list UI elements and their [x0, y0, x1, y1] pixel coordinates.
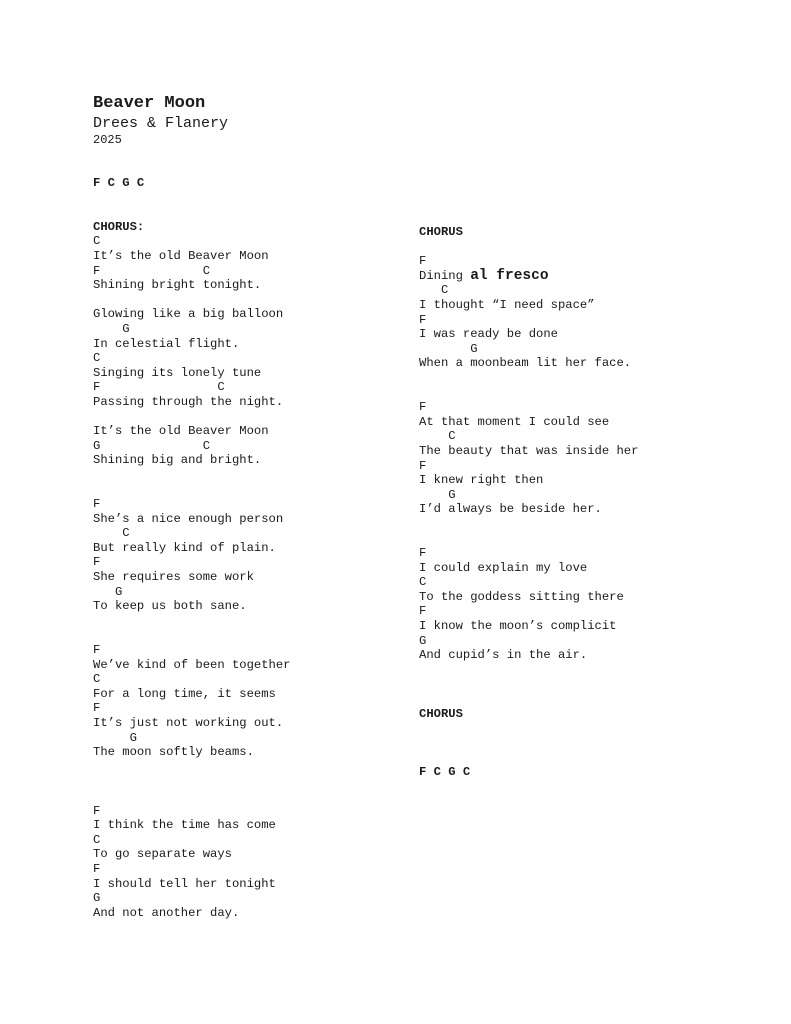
emphasized-phrase: al fresco [470, 267, 549, 284]
lyric-line [419, 240, 638, 255]
lyric-line [93, 731, 290, 746]
lyric-line-text: The moon softly beams. [93, 745, 254, 760]
lyric-line-text: It’s just not working out. [93, 715, 284, 730]
lyric-line-text: Glowing like a big balloon [93, 307, 284, 322]
lyric-line-text: Shining bright tonight. [93, 278, 262, 293]
lyric-line [93, 789, 290, 804]
lyric-line [419, 575, 638, 590]
lyric-line-text: F [419, 254, 427, 269]
lyric-line [419, 634, 638, 649]
lyric-line [93, 585, 290, 600]
lyric-line [419, 590, 638, 605]
lyric-line-text: G [93, 584, 123, 599]
lyric-line [93, 599, 290, 614]
lyric-line [419, 604, 638, 619]
lyric-line-text: We’ve kind of been together [93, 657, 291, 672]
lyric-line [93, 847, 290, 862]
lyric-line-text: She requires some work [93, 570, 254, 585]
lyric-line-text: F [93, 701, 101, 716]
lyric-line-text: F C [93, 380, 225, 395]
lyric-line [93, 555, 290, 570]
lyric-line-text: C [93, 234, 101, 249]
lyric-line-text: CHORUS: [93, 219, 145, 234]
lyric-line [419, 400, 638, 415]
lyric-line-text: I knew right then [419, 473, 544, 488]
lyric-line [419, 254, 638, 269]
lyric-line [419, 502, 638, 517]
lyric-line-text: It’s the old Beaver Moon [93, 248, 269, 263]
lyric-line-text: I think the time has come [93, 818, 276, 833]
lyric-line-text: F [93, 497, 101, 512]
lyric-line [419, 429, 638, 444]
lyric-line [419, 488, 638, 503]
lyric-line [93, 380, 290, 395]
lyric-line [93, 337, 290, 352]
lyric-line-text: Singing its lonely tune [93, 365, 262, 380]
lyric-line [93, 307, 290, 322]
lyric-line-text: I know the moon’s complicit [419, 619, 617, 634]
lyric-line-text: Dining [419, 268, 471, 283]
lyric-line-text: And not another day. [93, 905, 240, 920]
lyric-line [93, 614, 290, 629]
lyric-line [93, 906, 290, 921]
lyric-line-text: F C [93, 263, 211, 278]
lyric-line-text: C [93, 832, 101, 847]
lyric-line-text: C [93, 526, 130, 541]
lyric-line [93, 760, 290, 775]
lyric-line-text: I was ready be done [419, 327, 558, 342]
lyric-line-text: And cupid’s in the air. [419, 648, 588, 663]
lyric-line-text: G [419, 633, 427, 648]
lyric-line-text: G C [93, 438, 211, 453]
lyric-line [93, 541, 290, 556]
lyric-line [93, 701, 290, 716]
lyric-line-text: G [419, 341, 478, 356]
lyric-line-text: C [419, 575, 427, 590]
lyric-line-text: G [93, 730, 137, 745]
lyric-line [419, 765, 638, 780]
lyric-line-text: F [93, 803, 101, 818]
lyric-line [419, 648, 638, 663]
lyric-line-text: F [93, 555, 101, 570]
lyric-line-text: F [419, 546, 427, 561]
lyric-line-text: She’s a nice enough person [93, 511, 284, 526]
lyric-line [93, 643, 290, 658]
lyric-line [93, 293, 290, 308]
lyric-line [419, 663, 638, 678]
lyric-line [419, 473, 638, 488]
lyric-line [419, 707, 638, 722]
lyric-line [419, 444, 638, 459]
lyric-line-text: I could explain my love [419, 560, 588, 575]
lyric-line [93, 687, 290, 702]
lyric-line [93, 672, 290, 687]
lyric-line [419, 517, 638, 532]
lyric-line [93, 818, 290, 833]
lyric-line [93, 877, 290, 892]
lyric-line [419, 721, 638, 736]
lyric-line [419, 371, 638, 386]
lyric-line [93, 351, 290, 366]
lyric-line-text: In celestial flight. [93, 336, 240, 351]
lyric-line [93, 716, 290, 731]
lyric-line-text: To keep us both sane. [93, 599, 247, 614]
lyric-line-text: Passing through the night. [93, 394, 284, 409]
song-title: Beaver Moon [93, 94, 206, 113]
lyric-line [93, 220, 290, 235]
song-artist: Drees & Flanery [93, 115, 229, 132]
lyric-line [419, 298, 638, 313]
lyric-line [419, 356, 638, 371]
lyric-line [93, 628, 290, 643]
lyric-line [419, 283, 638, 298]
lyric-line [419, 736, 638, 751]
lyric-line [93, 424, 290, 439]
lyric-line-text: C [93, 672, 101, 687]
lyric-line [93, 176, 290, 191]
lyric-line [93, 264, 290, 279]
lyric-line-text: It’s the old Beaver Moon [93, 424, 269, 439]
lyric-line-text: F C G C [93, 176, 145, 190]
lyric-line [93, 774, 290, 789]
lyric-line-text: F [419, 458, 427, 473]
lyric-line [93, 658, 290, 673]
lyric-line [93, 395, 290, 410]
lyric-line-text: F [419, 400, 427, 415]
lyric-line [93, 526, 290, 541]
lyric-line-text: CHORUS [419, 706, 463, 721]
lyric-line-text: Shining big and bright. [93, 453, 262, 468]
lyric-line-text: G [93, 891, 101, 906]
lyric-line-text: F [93, 643, 101, 657]
lyric-line [93, 862, 290, 877]
lyric-line [93, 205, 290, 220]
lyric-line [419, 677, 638, 692]
lyric-line [419, 546, 638, 561]
lyric-line [419, 313, 638, 328]
lyric-line-text: F [419, 312, 427, 327]
lyric-line-text: The beauty that was inside her [419, 443, 639, 458]
lyric-line [93, 804, 290, 819]
lyric-line-text: G [93, 321, 130, 336]
lyric-line-text: But really kind of plain. [93, 540, 276, 555]
lyric-line [419, 386, 638, 401]
lyric-line [93, 891, 290, 906]
lyric-line [419, 619, 638, 634]
left-lyrics-column [93, 176, 290, 920]
lyric-line [93, 468, 290, 483]
lyric-line [93, 745, 290, 760]
lyric-line-text: C [93, 351, 101, 366]
lyric-line-text: CHORUS [419, 225, 463, 239]
lyric-line [93, 497, 290, 512]
lyric-line-text: I thought “I need space” [419, 297, 595, 312]
lyric-line [419, 459, 638, 474]
lyric-line [419, 750, 638, 765]
lyric-line [419, 327, 638, 342]
lyric-line-text: When a moonbeam lit her face. [419, 356, 632, 371]
lyric-line [419, 561, 638, 576]
lyric-line [419, 225, 638, 240]
lyric-line-text: To go separate ways [93, 847, 232, 862]
lyric-line [93, 410, 290, 425]
lyric-line-text: F [419, 604, 427, 619]
lyric-line-text: For a long time, it seems [93, 686, 276, 701]
lyric-line [93, 570, 290, 585]
lyric-line [93, 234, 290, 249]
lyric-line-text: C [419, 429, 456, 444]
lyric-line [419, 531, 638, 546]
right-lyrics-column [419, 225, 638, 780]
lyric-line [419, 692, 638, 707]
lyric-line-text: G [419, 487, 456, 502]
lyric-line [93, 322, 290, 337]
lyric-line [419, 269, 638, 284]
lyric-line [419, 415, 638, 430]
lyric-line [93, 833, 290, 848]
lyric-line-text: F [93, 861, 101, 876]
lyric-line-text: At that moment I could see [419, 414, 610, 429]
song-year: 2025 [93, 133, 122, 147]
lyric-line [93, 249, 290, 264]
lyric-line-text: To the goddess sitting there [419, 589, 624, 604]
lyric-line [93, 191, 290, 206]
lyric-line [93, 453, 290, 468]
lyric-line-text: I’d always be beside her. [419, 502, 602, 517]
lyric-line [419, 342, 638, 357]
lyric-line [93, 278, 290, 293]
lyric-line [93, 366, 290, 381]
lyric-line [93, 512, 290, 527]
lyric-line [93, 439, 290, 454]
lyric-line-text: C [419, 283, 449, 298]
lyric-line-text: I should tell her tonight [93, 876, 276, 891]
lyric-line-text: F C G C [419, 764, 471, 779]
lyric-line [93, 482, 290, 497]
